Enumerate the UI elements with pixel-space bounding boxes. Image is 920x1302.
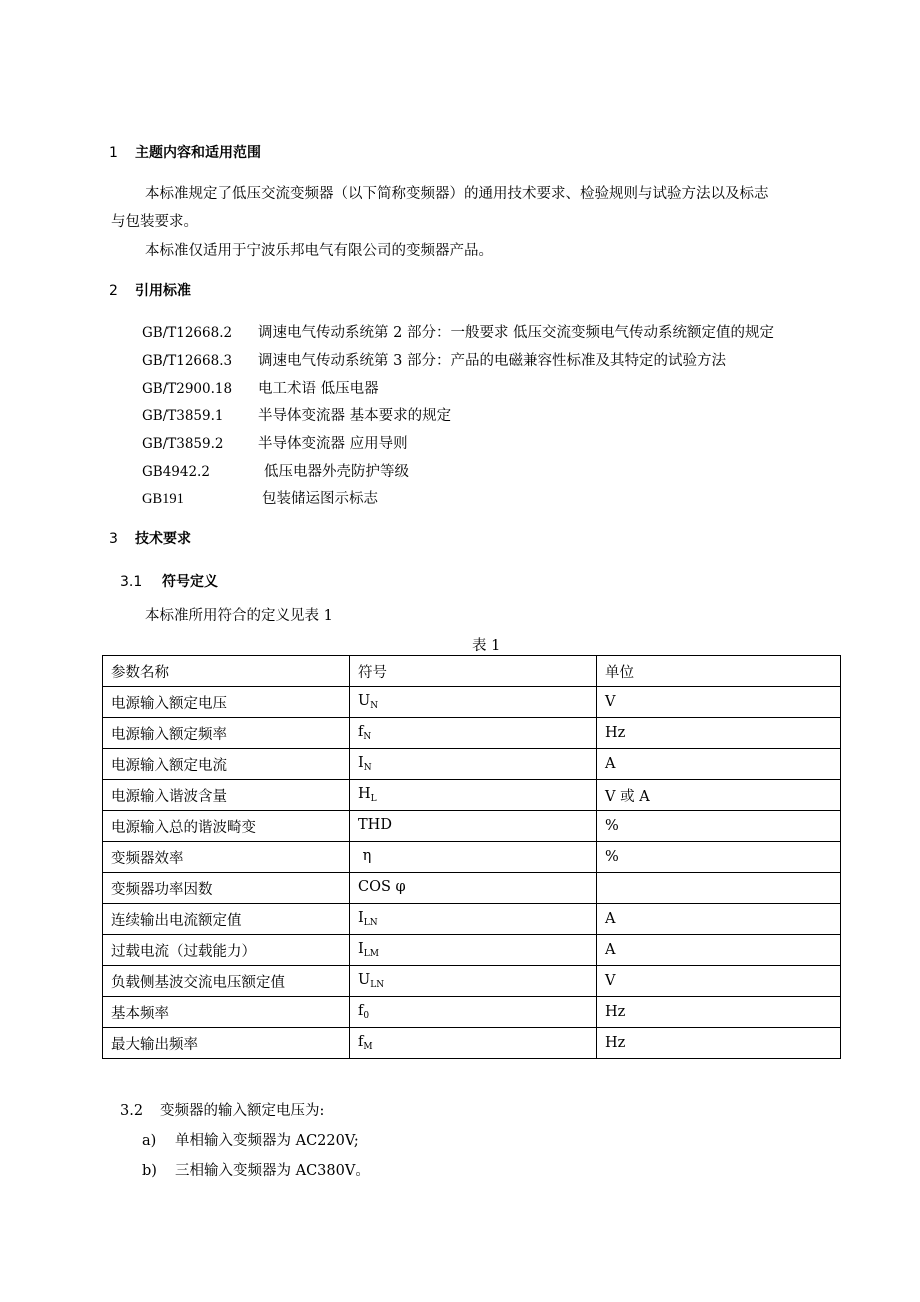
table-row	[103, 935, 841, 966]
symbol-sub: 0	[363, 1011, 370, 1021]
param-symbol	[350, 718, 597, 749]
param-unit: A	[597, 749, 841, 780]
section-1-para1-line1: 本标准规定了低压交流变频器（以下简称变频器）的通用技术要求、检验规则与试验方法以及标志	[145, 186, 769, 202]
section-2-number: 2	[109, 283, 118, 299]
table-row	[103, 842, 841, 873]
ref-desc: 半导体变流器 基本要求的规定	[258, 408, 452, 424]
ref-item	[142, 377, 379, 398]
param-symbol	[350, 842, 597, 873]
symbol-main: I	[358, 755, 364, 771]
param-name: 过载电流（过载能力）	[103, 935, 350, 966]
ref-item	[142, 460, 409, 481]
table-row	[103, 873, 841, 904]
param-unit: V	[597, 966, 841, 997]
param-name: 基本频率	[103, 997, 350, 1028]
param-symbol	[350, 997, 597, 1028]
param-symbol	[350, 811, 597, 842]
symbol-main: I	[358, 941, 364, 957]
param-name: 变频器效率	[103, 842, 350, 873]
symbol-main: U	[358, 972, 371, 988]
ref-item	[142, 404, 451, 425]
param-symbol	[350, 1028, 597, 1059]
section-1-para1-line2: 与包装要求。	[111, 214, 198, 230]
table-header-row	[103, 656, 841, 687]
param-unit: A	[597, 904, 841, 935]
param-symbol	[350, 966, 597, 997]
list-item-text: 单相输入变频器为 AC220V;	[175, 1133, 359, 1149]
section-3-1-number: 3.1	[120, 574, 143, 590]
symbol-sub: L	[370, 794, 377, 804]
param-name: 电源输入额定电流	[103, 749, 350, 780]
param-symbol	[350, 749, 597, 780]
param-unit: V 或 A	[597, 780, 841, 811]
section-1-title: 主题内容和适用范围	[135, 145, 261, 161]
header-unit: 单位	[597, 656, 841, 687]
symbol-sub: N	[363, 732, 372, 742]
table-row	[103, 997, 841, 1028]
ref-code: GB4942.2	[142, 464, 210, 480]
ref-item	[142, 432, 408, 453]
param-symbol	[350, 687, 597, 718]
param-symbol	[350, 873, 597, 904]
ref-desc: 调速电气传动系统第 3 部分：产品的电磁兼容性标准及其特定的试验方法	[258, 353, 726, 369]
ref-desc: 低压电器外壳防护等级	[264, 464, 409, 480]
ref-desc: 包装储运图示标志	[262, 491, 378, 507]
param-symbol	[350, 935, 597, 966]
list-item-text: 三相输入变频器为 AC380V。	[175, 1163, 370, 1179]
ref-item	[142, 321, 774, 342]
section-2-title: 引用标准	[135, 283, 191, 299]
section-1-number: 1	[109, 145, 118, 161]
list-item-label: a)	[142, 1133, 157, 1149]
param-unit: V	[597, 687, 841, 718]
section-3-1-title: 符号定义	[162, 574, 218, 590]
symbol-table	[102, 655, 841, 1059]
section-2-heading	[109, 280, 191, 300]
symbol-sub: N	[363, 763, 372, 773]
ref-code: GB/T3859.2	[142, 436, 224, 452]
section-3-2-title: 变频器的输入额定电压为:	[160, 1103, 325, 1119]
table-row	[103, 687, 841, 718]
ref-code: GB191	[142, 491, 184, 507]
param-name: 变频器功率因数	[103, 873, 350, 904]
section-3-2-number: 3.2	[120, 1103, 144, 1119]
section-3-heading	[109, 528, 191, 548]
param-unit: Hz	[597, 718, 841, 749]
symbol-sub: LN	[363, 918, 378, 928]
ref-code: GB/T12668.2	[142, 325, 233, 341]
symbol-main: f	[358, 724, 364, 740]
param-unit: %	[597, 842, 841, 873]
table-row	[103, 780, 841, 811]
ref-item	[142, 349, 726, 370]
list-item-label: b)	[142, 1163, 157, 1179]
symbol-main: H	[358, 786, 371, 802]
list-item	[142, 1129, 359, 1150]
table-row	[103, 966, 841, 997]
param-name: 连续输出电流额定值	[103, 904, 350, 935]
header-symbol: 符号	[350, 656, 597, 687]
table-intro: 本标准所用符合的定义见表 1	[145, 608, 333, 624]
symbol-sub: N	[370, 701, 379, 711]
section-3-1-heading	[120, 571, 218, 591]
table-row	[103, 749, 841, 780]
symbol-main: I	[358, 910, 364, 926]
table-caption: 表 1	[472, 638, 501, 654]
param-name: 电源输入额定电压	[103, 687, 350, 718]
param-name: 电源输入谐波含量	[103, 780, 350, 811]
ref-desc: 半导体变流器 应用导则	[258, 436, 408, 452]
param-name: 电源输入额定频率	[103, 718, 350, 749]
section-1-heading	[109, 142, 261, 162]
param-unit: A	[597, 935, 841, 966]
section-3-2-heading	[120, 1099, 324, 1120]
ref-code: GB/T2900.18	[142, 381, 233, 397]
ref-code: GB/T3859.1	[142, 408, 224, 424]
section-3-number: 3	[109, 531, 118, 547]
symbol-main: THD	[358, 817, 392, 833]
param-unit	[597, 873, 841, 904]
header-name: 参数名称	[103, 656, 350, 687]
table-row	[103, 904, 841, 935]
table-row	[103, 718, 841, 749]
ref-code: GB/T12668.3	[142, 353, 233, 369]
param-symbol	[350, 904, 597, 935]
symbol-main: η	[358, 848, 372, 864]
table-row	[103, 811, 841, 842]
symbol-main: U	[358, 693, 371, 709]
param-name: 负载侧基波交流电压额定值	[103, 966, 350, 997]
symbol-sub: LM	[363, 949, 379, 959]
param-unit: Hz	[597, 997, 841, 1028]
param-unit: %	[597, 811, 841, 842]
param-name: 电源输入总的谐波畸变	[103, 811, 350, 842]
symbol-sub: M	[363, 1042, 373, 1052]
symbol-sub: LN	[370, 980, 385, 990]
section-3-title: 技术要求	[135, 531, 191, 547]
param-symbol	[350, 780, 597, 811]
symbol-main: f	[358, 1003, 364, 1019]
section-1-para2: 本标准仅适用于宁波乐邦电气有限公司的变频器产品。	[145, 243, 493, 259]
table-row	[103, 1028, 841, 1059]
ref-desc: 调速电气传动系统第 2 部分：一般要求 低压交流变频电气传动系统额定值的规定	[258, 325, 775, 341]
param-name: 最大输出频率	[103, 1028, 350, 1059]
ref-desc: 电工术语 低压电器	[258, 381, 379, 397]
symbol-main: COS φ	[358, 879, 406, 895]
symbol-main: f	[358, 1034, 364, 1050]
list-item	[142, 1159, 370, 1180]
param-unit: Hz	[597, 1028, 841, 1059]
ref-item	[142, 487, 378, 508]
